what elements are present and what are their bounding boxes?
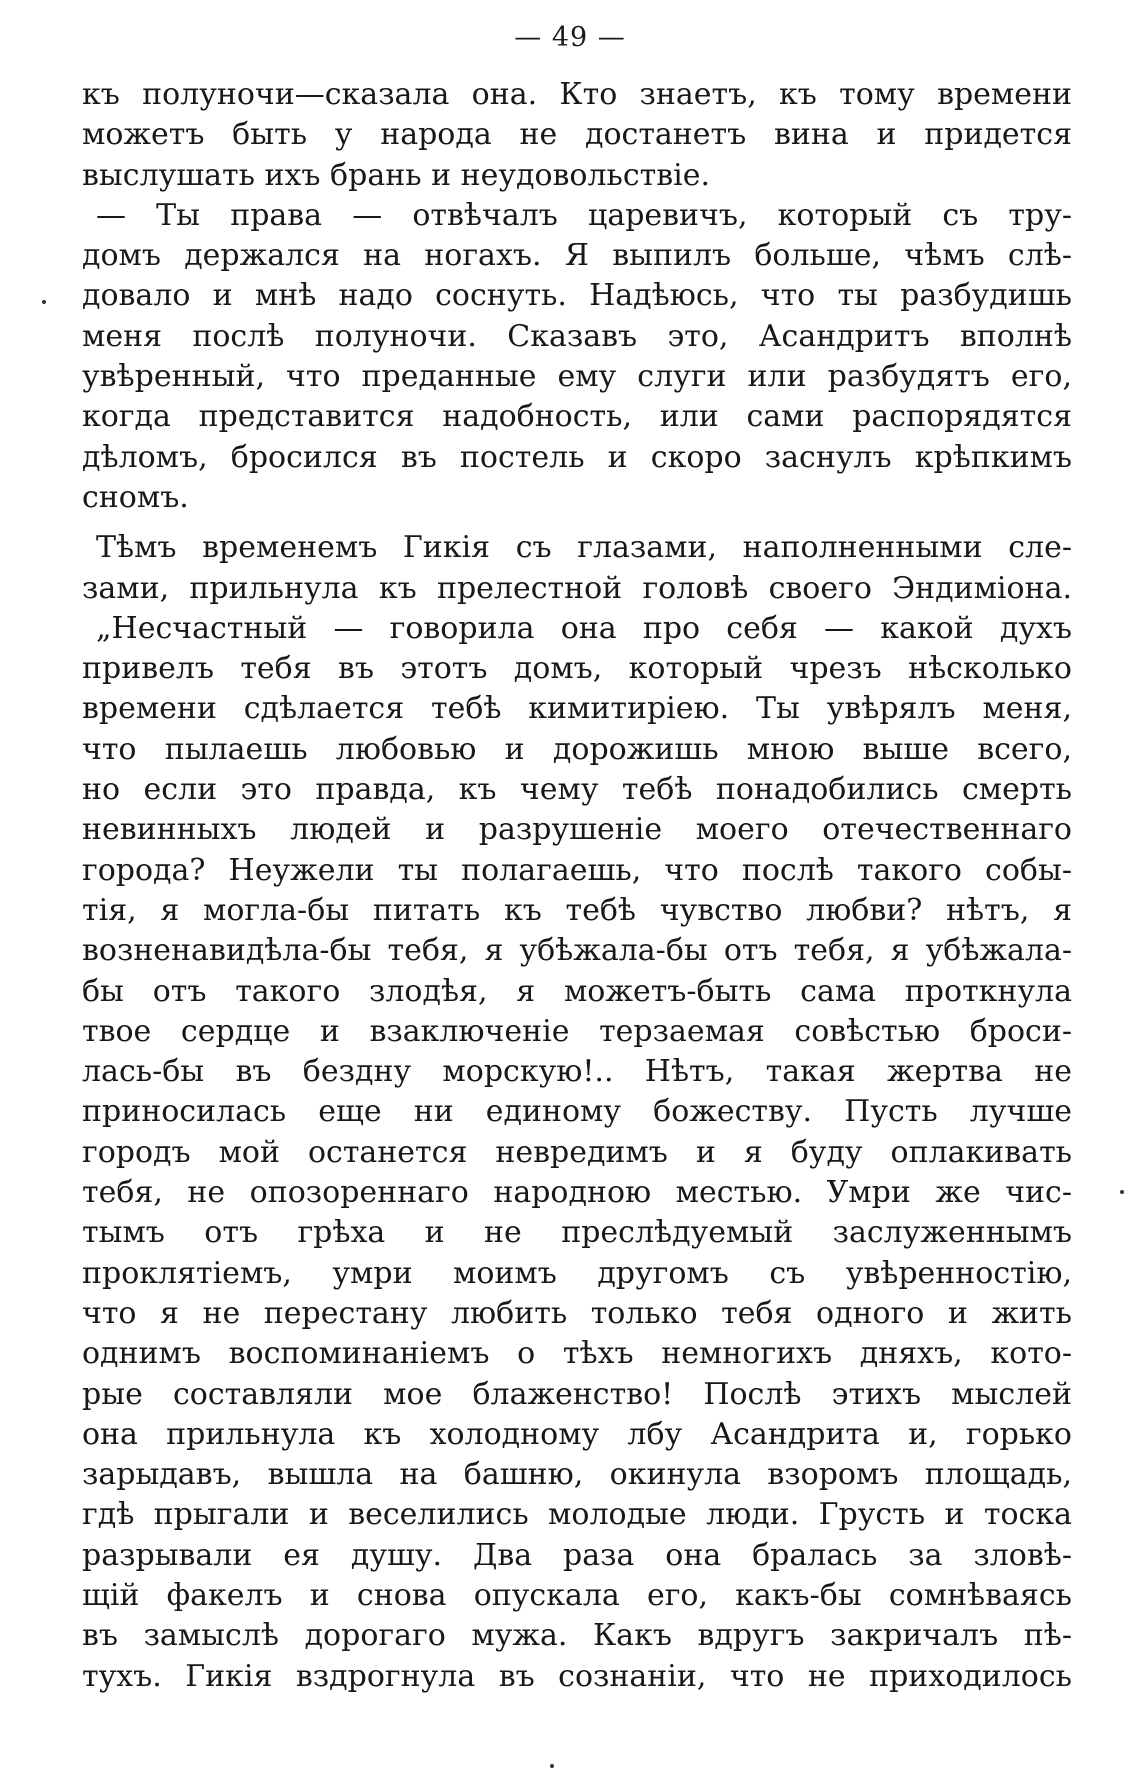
text-line: возненавидѣла-бы тебя, я убѣжала-бы отъ тебя, я убѣжала- [82,933,1072,969]
text-line: города? Неужели ты полагаешь, что послѣ такого собы- [82,852,1072,888]
text-line: тымъ отъ грѣха и не преслѣдуемый заслуженнымъ [82,1215,1072,1251]
text-line: Тѣмъ временемъ Гикія съ глазами, наполненными сле- [96,530,1072,566]
print-speck [42,300,46,304]
text-line: приносилась еще ни единому божеству. Пусть лучше [82,1094,1072,1130]
text-line: проклятіемъ, умри моимъ другомъ съ увѣренностію, [82,1255,1072,1291]
paragraph [82,528,1072,609]
text-line: лась-бы въ бездну морскую!.. Нѣтъ, такая жертва не [82,1054,1072,1090]
page-number: — 49 — [514,22,626,53]
text-line: увѣренный, что преданные ему слуги или разбудятъ его, [82,359,1072,395]
text-line: невинныхъ людей и разрушеніе моего отечественнаго [82,812,1072,848]
text-line: — Ты права — отвѣчалъ царевичъ, который съ тру- [96,197,1072,233]
text-line: къ полуночи—сказала она. Кто знаетъ, къ тому времени [82,77,1072,112]
text-line: времени сдѣлается тебѣ кимитиріею. Ты увѣрялъ меня, [82,691,1072,727]
text-line: меня послѣ полуночи. Сказавъ это, Асандритъ вполнѣ [82,318,1072,354]
text-line: рые составляли мое блаженство! Послѣ этихъ мыслей [82,1376,1072,1412]
text-line: можетъ быть у народа не достанетъ вина и придется [82,117,1072,153]
text-line: тухъ. Гикія вздрогнула въ сознаніи, что не приходилось [82,1658,1072,1694]
paragraph [82,75,1072,196]
text-line: когда представится надобность, или сами распорядятся [82,399,1072,435]
text-line: тебя, не опозореннаго народною местью. Умри же чис- [82,1175,1072,1211]
text-line: городъ мой останется невредимъ и я буду оплакивать [82,1134,1072,1170]
text-line: зарыдавъ, вышла на башню, окинула взоромъ площадь, [82,1457,1072,1493]
print-speck [550,1764,554,1768]
text-line: „Несчастный — говорила она про себя — какой духъ [96,610,1072,646]
text-line: выслушать ихъ брань и неудовольствіе. [82,157,711,193]
text-line: довало и мнѣ надо соснуть. Надѣюсь, что ты разбудишь [82,278,1072,314]
text-line: домъ держался на ногахъ. Я выпилъ больше, чѣмъ слѣ- [82,238,1072,274]
text-line: твое сердце и взаключеніе терзаемая совѣстью броси- [82,1013,1072,1049]
text-line: что пылаешь любовью и дорожишь мною выше всего, [82,731,1072,767]
paragraph-gap [82,518,1072,528]
paragraph [82,196,1072,518]
text-line: однимъ воспоминаніемъ о тѣхъ немногихъ дняхъ, кото- [82,1336,1072,1372]
text-line: сномъ. [82,479,189,515]
text-line: зами, прильнула къ прелестной головѣ своего Эндиміона. [82,570,1072,606]
text-line: бы отъ такого злодѣя, я можетъ-быть сама проткнула [82,973,1072,1009]
body-text [82,75,1072,1697]
text-line: дѣломъ, бросился въ постель и скоро заснулъ крѣпкимъ [82,439,1072,475]
text-line: тія, я могла-бы питать къ тебѣ чувство любви? нѣтъ, я [82,892,1072,928]
text-line: въ замыслѣ дорогаго мужа. Какъ вдругъ закричалъ пѣ- [82,1618,1072,1654]
text-line: разрывали ея душу. Два раза она бралась за зловѣ- [82,1537,1072,1573]
paragraph [82,609,1072,1697]
text-line: но если это правда, къ чему тебѣ понадобились смерть [82,772,1072,808]
print-speck [1120,1190,1124,1194]
text-line: что я не перестану любить только тебя одного и жить [82,1295,1072,1331]
text-line: гдѣ прыгали и веселились молодые люди. Грусть и тоска [82,1497,1072,1533]
text-line: она прильнула къ холодному лбу Асандрита и, горько [82,1416,1072,1452]
text-line: привелъ тебя въ этотъ домъ, который чрезъ нѣсколько [82,651,1072,687]
text-line: щій факелъ и снова опускала его, какъ-бы сомнѣваясь [82,1577,1072,1613]
